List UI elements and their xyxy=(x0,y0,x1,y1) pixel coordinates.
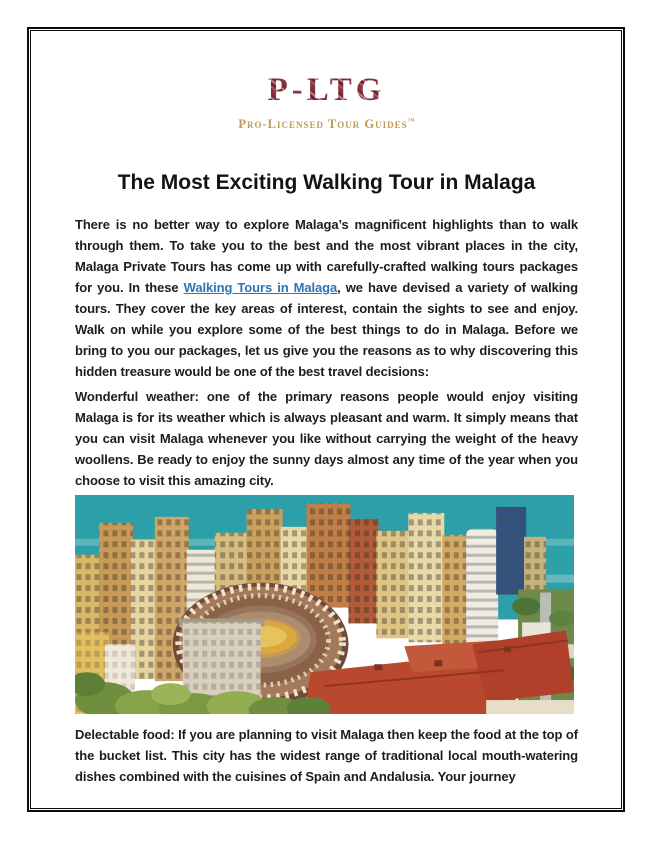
walking-tours-link[interactable]: Walking Tours in Malaga xyxy=(183,280,338,296)
paragraph-delectable-food xyxy=(75,724,578,787)
article-title: The Most Exciting Walking Tour in Malaga xyxy=(117,171,536,195)
paragraph-text: , we have devised a variety of walking tours. They cover the key areas of interest, contain the sights to see and enjoy. Walk on while you explore some of the best things to do in Malaga. Before we bring to you our packages, let us give you the reasons as to why discovering this hidden treasure would be one of the best travel decisions: xyxy=(75,280,578,380)
logo-tagline-text: Pro-Licensed Tour Guides xyxy=(238,117,408,132)
paragraph-intro xyxy=(75,214,578,382)
paragraph-wonderful-weather xyxy=(75,386,578,491)
page-content xyxy=(75,0,578,787)
logo xyxy=(75,72,578,132)
malaga-aerial-photo xyxy=(75,495,574,714)
paragraph-text: If you are planning to visit Malaga then keep the food at the top of the bucket list. This city has the widest range of traditional local mouth-watering dishes combined with the cuisines of Spain and Andalusia. Your journey xyxy=(75,727,578,785)
paragraph-lead: Delectable food: xyxy=(75,727,175,743)
logo-tagline xyxy=(75,114,578,132)
logo-wordmark: P-LTG xyxy=(267,72,386,108)
paragraph-lead: Wonderful weather: xyxy=(75,389,199,405)
paragraph-text: one of the primary reasons people would enjoy visiting Malaga is for its weather which is always pleasant and warm. It simply means that you can visit Malaga whenever you like without carrying the weight of the heavy woollens. Be ready to enjoy the sunny days almost any time of the year when you choose to visit this amazing city. xyxy=(75,389,578,489)
trademark-mark: ™ xyxy=(407,117,415,125)
paragraph-text: There is no better way to explore Malaga’s magnificent highlights than to walk through them. To take you to the best and the most vibrant places in the city, Malaga Private Tours has come up with carefully-crafted walking tours packages for you. In these xyxy=(75,217,578,296)
